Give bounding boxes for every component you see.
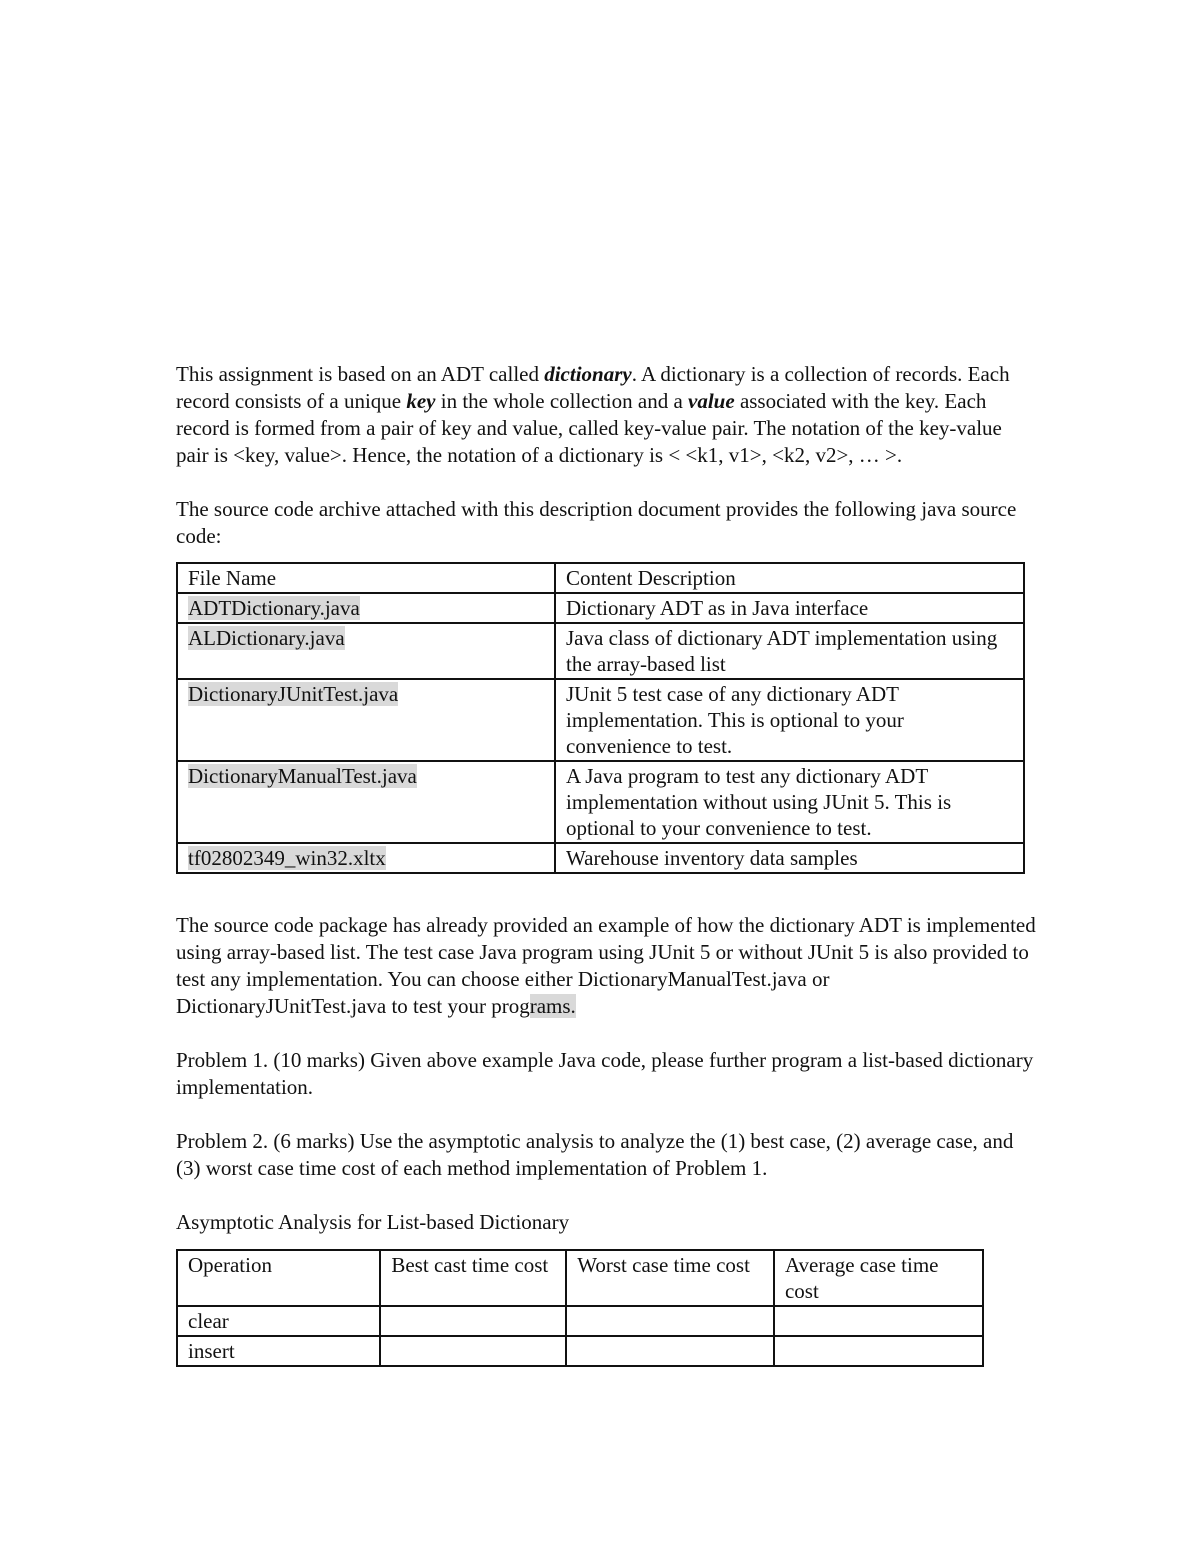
file-name: ALDictionary.java [188, 626, 345, 650]
header-best-case: Best cast time cost [380, 1250, 566, 1306]
source-intro-paragraph: The source code archive attached with this description document provides the following java source code: [176, 497, 1017, 548]
operation-name: clear [177, 1306, 380, 1336]
intro-paragraph [176, 361, 1036, 469]
analysis-title: Asymptotic Analysis for List-based Dictionary [176, 1210, 570, 1234]
file-description: JUnit 5 test case of any dictionary ADT implementation. This is optional to your convenience to test. [555, 679, 1024, 761]
header-operation: Operation [177, 1250, 380, 1306]
intro-text-4: associated with the key. Each record is formed from a pair of key and value, called key-value pair. The notation of the key-value pair is <key, value>. Hence, the notation of a dictionary is < <k1, v1>, <k2, v2>, … >. [176, 389, 1002, 467]
best-case-cell [380, 1306, 566, 1336]
problem-2: Problem 2. (6 marks) Use the asymptotic analysis to analyze the (1) best case, (2) average case, and (3) worst case time cost of each method implementation of Problem 1. [176, 1129, 1014, 1180]
file-name: tf02802349_win32.xltx [188, 846, 386, 870]
worst-case-cell [566, 1336, 774, 1366]
header-worst-case: Worst case time cost [566, 1250, 774, 1306]
problem-1: Problem 1. (10 marks) Given above example Java code, please further program a list-based dictionary implementation. [176, 1048, 1034, 1099]
average-case-cell [774, 1306, 983, 1336]
table-row [177, 1336, 983, 1366]
analysis-table [176, 1249, 984, 1367]
file-description: A Java program to test any dictionary ADT implementation without using JUnit 5. This is optional to your convenience to test. [555, 761, 1024, 843]
term-value: value [688, 389, 735, 413]
table-row [177, 593, 1024, 623]
header-average-case: Average case time cost [774, 1250, 983, 1306]
term-dictionary: dictionary [544, 362, 632, 386]
file-description: Java class of dictionary ADT implementation using the array-based list [555, 623, 1024, 679]
intro-text-2: . A dictionary is a collection of records. Each record consists of a unique [176, 362, 1010, 413]
file-name: DictionaryJUnitTest.java [188, 682, 399, 706]
document-page [176, 361, 1036, 1367]
table-row [177, 1306, 983, 1336]
operation-name: insert [177, 1336, 380, 1366]
files-table [176, 562, 1025, 874]
header-content-description: Content Description [555, 563, 1024, 593]
file-name-cell [177, 593, 555, 623]
package-text: The source code package has already provided an example of how the dictionary ADT is implemented using array-based list. The test case Java program using JUnit 5 or without JUnit 5 is also provided to test any implementation. You can choose either DictionaryManualTest.java or DictionaryJUnitTest.java to test your prog [176, 913, 1036, 1018]
file-name-cell [177, 761, 555, 843]
intro-text-3: in the whole collection and a [435, 389, 689, 413]
file-description: Dictionary ADT as in Java interface [555, 593, 1024, 623]
file-name-cell [177, 623, 555, 679]
intro-text-1: This assignment is based on an ADT called [176, 362, 545, 386]
worst-case-cell [566, 1306, 774, 1336]
table-row [177, 623, 1024, 679]
file-name: ADTDictionary.java [188, 596, 360, 620]
table-row [177, 679, 1024, 761]
file-description: Warehouse inventory data samples [555, 843, 1024, 873]
table-row [177, 843, 1024, 873]
analysis-table-header [177, 1250, 983, 1306]
file-name-cell [177, 843, 555, 873]
average-case-cell [774, 1336, 983, 1366]
file-name-cell [177, 679, 555, 761]
package-paragraph [176, 912, 1036, 1020]
file-name: DictionaryManualTest.java [188, 764, 417, 788]
header-file-name: File Name [177, 563, 555, 593]
table-row [177, 761, 1024, 843]
best-case-cell [380, 1336, 566, 1366]
term-key: key [406, 389, 436, 413]
package-text-highlight: rams. [529, 994, 576, 1018]
files-table-header [177, 563, 1024, 593]
